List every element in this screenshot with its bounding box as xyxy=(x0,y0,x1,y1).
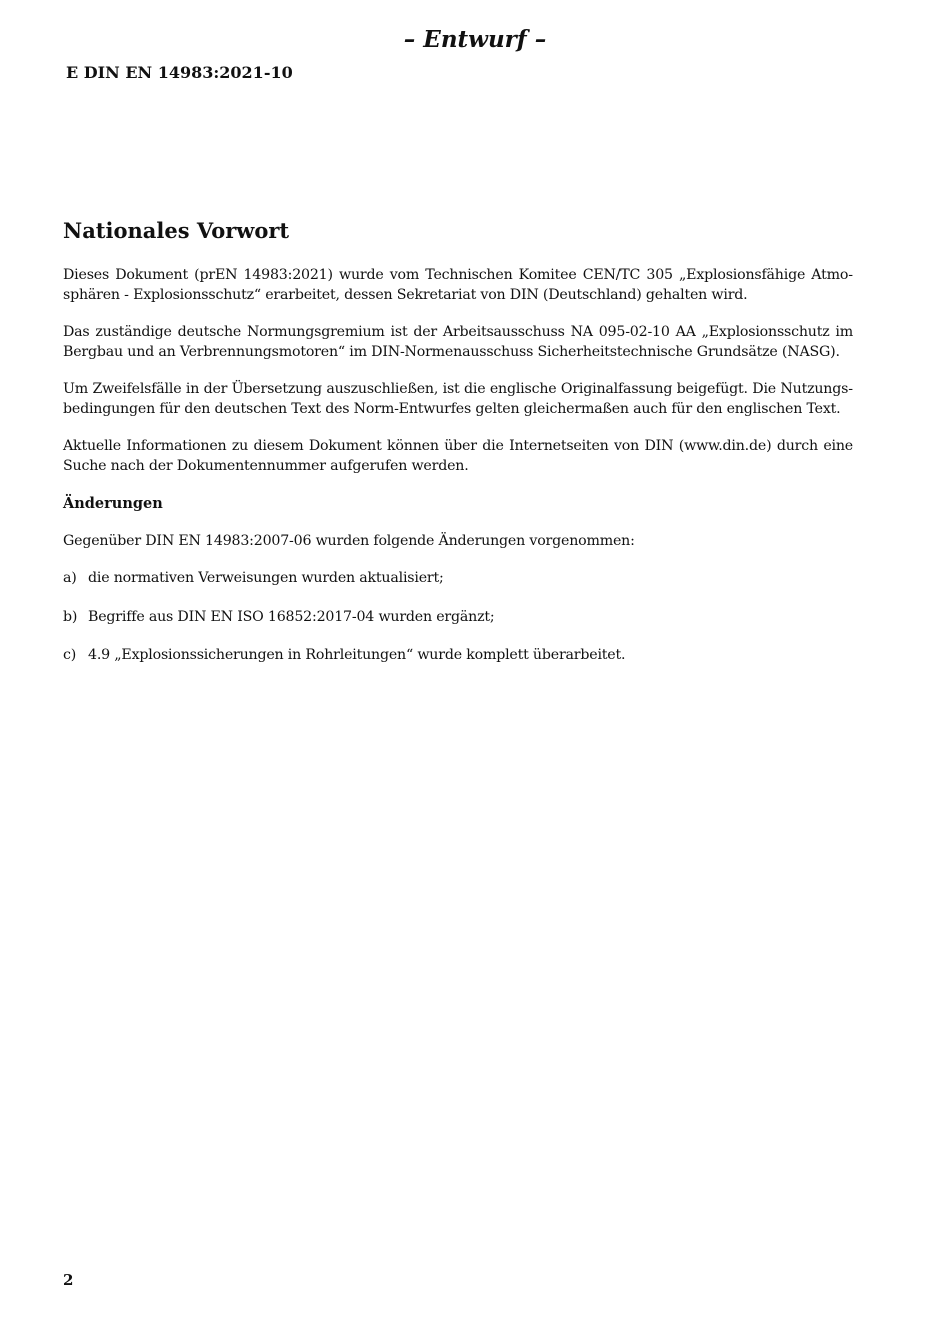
list-item-text: die normativen Verweisungen wurden aktualisiert; xyxy=(88,570,444,586)
list-item xyxy=(63,646,853,666)
foreword-paragraph-2: Das zuständige deutsche Normungsgremium ist der Arbeitsausschuss NA 095-02-10 AA „Explosionsschutz im Bergbau und an Verbrennungsmotoren“ im DIN-Normenausschuss Sicherheitstechnische Grundsätze (NASG). xyxy=(63,324,853,360)
list-item-marker: b) xyxy=(63,608,78,625)
foreword-paragraph-3: Um Zweifelsfälle in der Übersetzung auszuschließen, ist die englische Originalfassung beigefügt. Die Nutzungsbedingungen für den deutschen Text des Norm-Entwurfes gelten gleichermaßen auch für den englischen Text. xyxy=(63,381,853,417)
document-identifier: E DIN EN 14983:2021-10 xyxy=(66,63,293,82)
foreword-paragraph-4: Aktuelle Informationen zu diesem Dokument können über die Internetseiten von DIN (www.din.de) durch eine Suche nach der Dokumentennummer aufgerufen werden. xyxy=(63,438,853,474)
changes-list xyxy=(63,569,853,666)
list-item-marker: c) xyxy=(63,647,77,663)
list-item-marker: a) xyxy=(63,570,77,586)
list-item xyxy=(63,569,853,589)
list-item-text: Begriffe aus DIN EN ISO 16852:2017-04 wurden ergänzt; xyxy=(88,608,495,625)
section-title-national-foreword: Nationales Vorwort xyxy=(63,218,290,243)
foreword-paragraph-1: Dieses Dokument (prEN 14983:2021) wurde vom Technischen Komitee CEN/TC 305 „Explosionsfähige Atmosphären - Explosionsschutz“ erarbeitet, dessen Sekretariat von DIN (Deutschland) gehalten wird. xyxy=(63,267,853,303)
list-item xyxy=(63,608,853,628)
page-number: 2 xyxy=(63,1271,74,1289)
page-content xyxy=(63,216,853,685)
draft-watermark-title: – Entwurf – xyxy=(403,26,547,53)
list-item-text: 4.9 „Explosionssicherungen in Rohrleitungen“ wurde komplett überarbeitet. xyxy=(88,647,626,663)
changes-intro: Gegenüber DIN EN 14983:2007-06 wurden folgende Änderungen vorgenommen: xyxy=(63,532,635,549)
subsection-title-changes: Änderungen xyxy=(63,495,163,512)
